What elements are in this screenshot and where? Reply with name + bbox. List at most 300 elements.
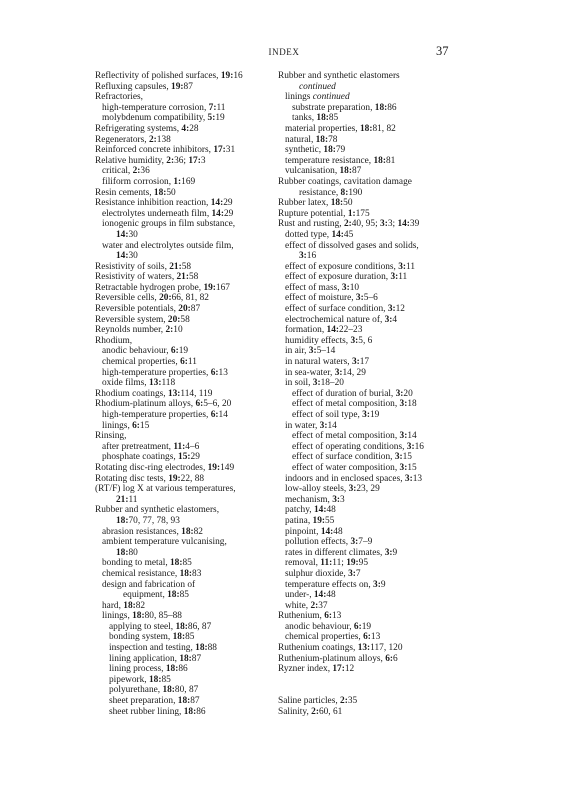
page-reference: 86	[387, 102, 397, 113]
page-reference: 85	[185, 632, 195, 643]
entry-text: effect of moisture,	[285, 293, 356, 304]
volume-number: 18:	[359, 123, 373, 134]
index-entry	[95, 463, 267, 474]
volume-number: 3:	[384, 314, 393, 325]
entry-text: Retractable hydrogen probe,	[95, 282, 204, 293]
page-reference: 87	[191, 653, 202, 664]
page-reference: 82	[135, 600, 146, 611]
index-subentry	[278, 188, 460, 199]
page-reference: 16	[306, 251, 317, 262]
entry-text: Rotating disc tests,	[95, 473, 169, 484]
volume-number: 14:	[116, 229, 129, 240]
page-reference: 16	[233, 71, 243, 81]
index-subentry	[278, 241, 460, 252]
entry-text: high-temperature properties,	[102, 410, 211, 420]
page-reference: 14, 29	[342, 367, 366, 378]
entry-text: temperature resistance,	[285, 155, 374, 166]
volume-number: 18:	[179, 568, 193, 579]
page-reference: 37	[318, 600, 328, 611]
page-reference: 12	[344, 664, 355, 675]
index-subentry	[95, 357, 267, 368]
entry-text: sheet preparation,	[109, 696, 178, 707]
page-reference: 10	[173, 325, 183, 336]
index-entry	[95, 389, 267, 400]
volume-number: 3:	[394, 452, 403, 463]
page-reference: 87	[190, 696, 200, 707]
index-subentry	[278, 293, 460, 304]
volume-number: 19:	[203, 282, 216, 293]
entry-italic-text: continued	[312, 92, 350, 103]
index-entry	[95, 92, 267, 103]
index-subentry	[278, 548, 460, 559]
volume-number: 11:	[320, 558, 333, 569]
volume-number: 3:	[299, 251, 307, 262]
index-subentry	[95, 241, 267, 252]
volume-number: 13:	[148, 378, 162, 389]
index-subentry	[278, 431, 460, 442]
volume-number: 3:	[312, 378, 321, 389]
page-reference: 86	[196, 706, 206, 717]
volume-number: 18:	[315, 134, 329, 145]
entry-text: lining process,	[109, 664, 166, 675]
entry-text: Rhodium,	[95, 335, 133, 346]
page-reference: 82	[193, 526, 203, 537]
index-subentry	[278, 325, 460, 336]
index-subentry	[95, 696, 267, 707]
volume-number: 2:	[165, 325, 174, 336]
volume-number: 15:	[178, 452, 191, 463]
page-reference: 15	[139, 420, 150, 431]
volume-number: 13:	[167, 388, 181, 399]
volume-number: 8:	[340, 187, 349, 198]
entry-text: Rubber and synthetic elastomers,	[95, 505, 220, 516]
entry-text: anodic behaviour,	[102, 346, 171, 357]
volume-number: 18:	[323, 145, 336, 156]
index-subentry	[278, 262, 460, 273]
index-subentry	[95, 368, 267, 379]
index-subentry	[278, 527, 460, 538]
index-subentry	[95, 103, 267, 114]
index-entry	[95, 304, 267, 315]
page-reference: 13	[412, 473, 423, 484]
entry-text: Resistance inhibition reaction,	[95, 198, 211, 209]
volume-number: 6:	[170, 346, 179, 357]
page-number: 37	[436, 44, 449, 58]
page-reference: 29	[223, 208, 234, 219]
index-subentry	[95, 346, 267, 357]
entry-text: Rhodium coatings,	[95, 388, 168, 399]
entry-text: effect of surface condition,	[285, 304, 388, 315]
entry-text: Rust and rusting,	[278, 219, 344, 230]
volume-number: 3:	[390, 272, 399, 283]
volume-number: 18:	[177, 696, 191, 707]
index-entry	[95, 484, 267, 495]
volume-number: 6:	[324, 611, 332, 622]
entry-text: patchy,	[285, 505, 314, 516]
entry-text: rates in different climates,	[285, 547, 385, 558]
running-header: INDEX	[268, 47, 300, 57]
entry-text: material properties,	[285, 123, 360, 134]
index-subentry	[278, 357, 460, 368]
entry-text: bonding system,	[109, 632, 173, 643]
entry-text: hard,	[102, 600, 124, 611]
page-reference: 87	[190, 304, 201, 315]
volume-number: 3:	[373, 579, 381, 590]
entry-text: applying to steel,	[109, 621, 176, 632]
entry-text: design and fabrication of	[102, 579, 196, 590]
volume-number: 21:	[176, 272, 189, 283]
page-reference: 70, 77, 78, 93	[128, 515, 180, 526]
volume-number: 20:	[167, 314, 181, 325]
volume-number: 18:	[162, 685, 175, 696]
entry-spacer	[278, 685, 460, 696]
volume-number: 6:	[180, 357, 188, 368]
page-reference: 11	[187, 357, 197, 368]
page-reference: 14	[218, 410, 228, 420]
entry-text: Saline particles,	[278, 696, 341, 707]
entry-text: Reinforced concrete inhibitors,	[95, 145, 214, 156]
volume-number: 18:	[148, 674, 162, 685]
page-reference: 22–23	[339, 325, 363, 336]
volume-number: 4:	[181, 123, 190, 134]
page-reference: 9	[392, 547, 398, 558]
volume-number: 19:	[207, 462, 221, 473]
volume-number: 18:	[175, 621, 188, 632]
page-reference: 7–9	[358, 537, 373, 548]
volume-number: 19:	[168, 473, 181, 484]
entry-text: Resin cements,	[95, 187, 154, 198]
index-subentry	[95, 580, 267, 591]
index-subentry	[95, 421, 267, 432]
page-reference: 18–20	[320, 378, 344, 389]
entry-text: indoors and in enclosed spaces,	[285, 473, 405, 484]
volume-number: 3:	[399, 462, 408, 473]
index-subentry	[95, 632, 267, 643]
entry-text: in sea-water,	[285, 367, 335, 378]
entry-text: patina,	[285, 515, 313, 526]
index-subentry	[95, 685, 267, 696]
index-entry	[95, 283, 267, 294]
index-entry	[95, 505, 267, 516]
volume-number: 3:	[398, 261, 407, 272]
index-subentry	[278, 315, 460, 326]
entry-text: effect of surface condition,	[292, 452, 395, 463]
index-entry	[278, 643, 460, 654]
page-reference: 45	[343, 229, 354, 240]
page-reference: 40, 95;	[351, 219, 381, 230]
index-subentry	[278, 399, 460, 410]
index-subentry	[95, 219, 267, 230]
volume-number: 3:	[384, 547, 393, 558]
entry-text: oxide films,	[102, 378, 149, 389]
page-reference: 81, 82	[372, 123, 396, 134]
page-reference: 87	[183, 81, 193, 92]
page-reference: 19	[369, 410, 380, 420]
volume-number: 18:	[132, 611, 145, 622]
volume-number: 21:	[116, 494, 129, 505]
volume-number: 3:	[308, 346, 317, 357]
entry-text: Reflectivity of polished surfaces,	[95, 71, 221, 81]
volume-number: 18:	[374, 102, 388, 113]
volume-number: 14:	[313, 505, 327, 516]
volume-number: 18:	[330, 198, 344, 209]
index-subentry	[95, 378, 267, 389]
page-reference: 88	[207, 643, 217, 654]
index-entry	[95, 124, 267, 135]
volume-number: 18:	[316, 113, 329, 124]
volume-number: 6:	[353, 621, 362, 632]
volume-number: 3:	[332, 494, 341, 505]
index-subentry	[95, 548, 267, 559]
page-reference: 117, 120	[370, 643, 403, 654]
entry-text: critical,	[102, 166, 133, 177]
index-subentry	[278, 145, 460, 156]
entry-text: pinpoint,	[285, 526, 321, 537]
index-entry	[278, 654, 460, 665]
page-reference: 83	[192, 568, 202, 579]
entry-text: Resistivity of waters,	[95, 272, 177, 283]
index-entry	[95, 431, 267, 442]
page-reference: 169	[181, 176, 196, 187]
index-subentry	[278, 410, 460, 421]
index-subentry	[278, 474, 460, 485]
page-reference: 28	[189, 123, 199, 134]
page-reference: 118	[161, 378, 176, 389]
index-subentry	[95, 643, 267, 654]
entry-text: in air,	[285, 346, 309, 357]
entry-text: humidity effects,	[285, 335, 351, 346]
entry-text: linings,	[102, 420, 133, 431]
volume-number: 18:	[373, 155, 386, 166]
volume-number: 17:	[332, 664, 345, 675]
page-reference: 19	[361, 621, 372, 632]
entry-text: effect of soil type,	[292, 410, 363, 420]
page-reference: 86, 87	[187, 621, 212, 632]
page-reference: 80	[128, 547, 138, 558]
entry-text: pipework,	[109, 674, 149, 685]
index-subentry	[95, 495, 267, 506]
volume-number: 1:	[347, 208, 356, 219]
volume-number: 18:	[165, 664, 179, 675]
entry-text: substrate preparation,	[292, 102, 375, 113]
page-reference: 9	[380, 579, 386, 590]
page-reference: 85	[179, 590, 189, 601]
page-reference: 149	[220, 462, 235, 473]
volume-number: 20:	[178, 304, 191, 315]
entry-text: white,	[285, 600, 311, 611]
page-reference: 31	[225, 145, 236, 156]
volume-number: 17:	[188, 155, 201, 166]
index-column-right	[278, 71, 460, 717]
page-reference: 66, 81, 82	[171, 293, 209, 304]
page-reference: 15	[407, 462, 417, 473]
page-reference: 15	[402, 452, 412, 463]
index-subentry	[278, 92, 460, 103]
page-reference: 13	[370, 632, 381, 643]
index-subentry	[278, 389, 460, 400]
entry-text: phosphate coatings,	[102, 452, 179, 463]
index-entry	[95, 82, 267, 93]
entry-text: lining application,	[109, 653, 180, 664]
page-reference: 14	[407, 431, 417, 442]
entry-text: Refrigerating systems,	[95, 123, 182, 134]
page-reference: 5, 6	[358, 335, 373, 346]
page-reference: 13	[218, 367, 228, 378]
volume-number: 6:	[363, 632, 371, 643]
index-subentry	[95, 622, 267, 633]
volume-number: 18:	[339, 166, 352, 177]
volume-number: 14:	[397, 219, 410, 230]
page-reference: 114, 119	[180, 388, 213, 399]
volume-number: 17:	[213, 145, 226, 156]
volume-number: 18:	[116, 547, 129, 558]
volume-number: 2:	[310, 600, 319, 611]
page-reference: 58	[180, 314, 190, 325]
index-entry	[95, 198, 267, 209]
volume-number: 18:	[153, 187, 167, 198]
page-reference: 7	[355, 568, 361, 579]
index-subentry	[278, 124, 460, 135]
index-entry	[95, 272, 267, 283]
volume-number: 7:	[208, 102, 217, 113]
volume-number: 19:	[171, 81, 184, 92]
entry-text: mechanism,	[285, 494, 333, 505]
volume-number: 6:	[132, 420, 140, 431]
entry-text: electrochemical nature of,	[285, 314, 385, 325]
volume-number: 2:	[132, 166, 141, 177]
entry-text: effect of exposure conditions,	[285, 261, 399, 272]
volume-number: 19:	[312, 515, 325, 526]
entry-text: dotted type,	[285, 229, 332, 240]
page-reference: 81	[385, 155, 396, 166]
volume-number: 18:	[183, 706, 197, 717]
index-entry	[95, 188, 267, 199]
entry-text: Rubber and synthetic elastomers	[278, 71, 400, 81]
index-subentry	[95, 209, 267, 220]
index-entry	[278, 664, 460, 675]
index-subentry	[95, 230, 267, 241]
volume-number: 21:	[169, 261, 182, 272]
index-subentry	[278, 484, 460, 495]
entry-text: Refractories,	[95, 92, 143, 103]
index-subentry	[95, 654, 267, 665]
volume-number: 3:	[334, 367, 343, 378]
index-subentry	[278, 304, 460, 315]
entry-text: equipment,	[123, 590, 168, 601]
volume-number: 3:	[406, 441, 415, 452]
page-reference: 95	[358, 558, 368, 569]
volume-number: 3:	[399, 431, 408, 442]
index-entry	[95, 325, 267, 336]
entry-text: low-alloy steels,	[285, 484, 349, 495]
page-reference: 55	[324, 515, 335, 526]
index-subentry	[278, 113, 460, 124]
page-reference: 48	[333, 526, 343, 537]
entry-text: resistance,	[299, 187, 341, 198]
index-subentry	[278, 601, 460, 612]
volume-number: 18:	[167, 590, 180, 601]
entry-text: Rubber coatings, cavitation damage	[278, 176, 412, 187]
entry-text: Ruthenium-platinum alloys,	[278, 653, 386, 664]
index-subentry	[95, 558, 267, 569]
index-subentry	[95, 569, 267, 580]
index-subentry	[278, 166, 460, 177]
page-reference: 5–6, 20	[203, 399, 232, 410]
index-subentry	[95, 537, 267, 548]
volume-number: 6:	[385, 653, 393, 664]
index-entry	[95, 156, 267, 167]
entry-text: effect of dissolved gases and solids,	[285, 240, 419, 251]
volume-number: 6:	[210, 410, 219, 420]
index-subentry	[278, 516, 460, 527]
index-subentry	[95, 452, 267, 463]
page-reference: 5–6	[363, 293, 378, 304]
volume-number: 3:	[362, 410, 370, 420]
volume-number: 3:	[387, 304, 396, 315]
volume-number: 3:	[348, 484, 357, 495]
entry-text: Rupture potential,	[278, 208, 348, 219]
volume-number: 11:	[173, 441, 186, 452]
index-entry	[95, 293, 267, 304]
index-subentry	[278, 156, 460, 167]
index-subentry	[278, 622, 460, 633]
index-entry	[95, 145, 267, 156]
page-reference: 80, 87	[174, 685, 199, 696]
page-reference: 29	[223, 198, 233, 209]
volume-number: 14:	[313, 590, 327, 601]
page-reference: 50	[343, 198, 353, 209]
entry-text: effect of water composition,	[292, 462, 400, 473]
page-reference: 58	[181, 261, 192, 272]
volume-number: 2:	[343, 219, 352, 230]
entry-text: Relative humidity,	[95, 155, 167, 166]
page-reference: 39	[409, 219, 420, 230]
volume-number: 3:	[350, 537, 359, 548]
entry-text: Reversible cells,	[95, 293, 160, 304]
index-subentry	[95, 707, 267, 718]
index-column-left	[95, 71, 267, 717]
index-subentry	[278, 537, 460, 548]
entry-text: polyurethane,	[109, 685, 163, 696]
page-reference: 11	[128, 494, 138, 505]
volume-number: 18:	[116, 515, 129, 526]
index-subentry	[278, 505, 460, 516]
volume-number: 1:	[173, 176, 182, 187]
entry-text: high-temperature properties,	[102, 367, 211, 378]
volume-number: 18:	[181, 526, 194, 537]
page-reference: 138	[156, 134, 171, 145]
index-subentry	[278, 558, 460, 569]
page-reference: 19	[215, 113, 225, 124]
index-subentry	[95, 410, 267, 421]
index-entry	[278, 209, 460, 220]
index-subentry	[278, 251, 460, 262]
entry-text: effect of operating conditions,	[292, 441, 407, 452]
entry-text: formation,	[285, 325, 327, 336]
entry-text: (RT/F) log X at various temperatures,	[95, 484, 236, 495]
index-subentry	[278, 230, 460, 241]
volume-number: 19:	[346, 558, 359, 569]
page-reference: 23, 29	[356, 484, 380, 495]
index-subentry	[95, 601, 267, 612]
entry-text: Rhodium-platinum alloys,	[95, 399, 196, 410]
page-reference: 3	[340, 494, 345, 505]
index-subentry	[95, 527, 267, 538]
volume-number: 3:	[380, 219, 388, 230]
entry-text: linings	[285, 92, 313, 103]
entry-text: electrolytes underneath film,	[102, 208, 212, 219]
entry-text: chemical properties,	[285, 632, 364, 643]
